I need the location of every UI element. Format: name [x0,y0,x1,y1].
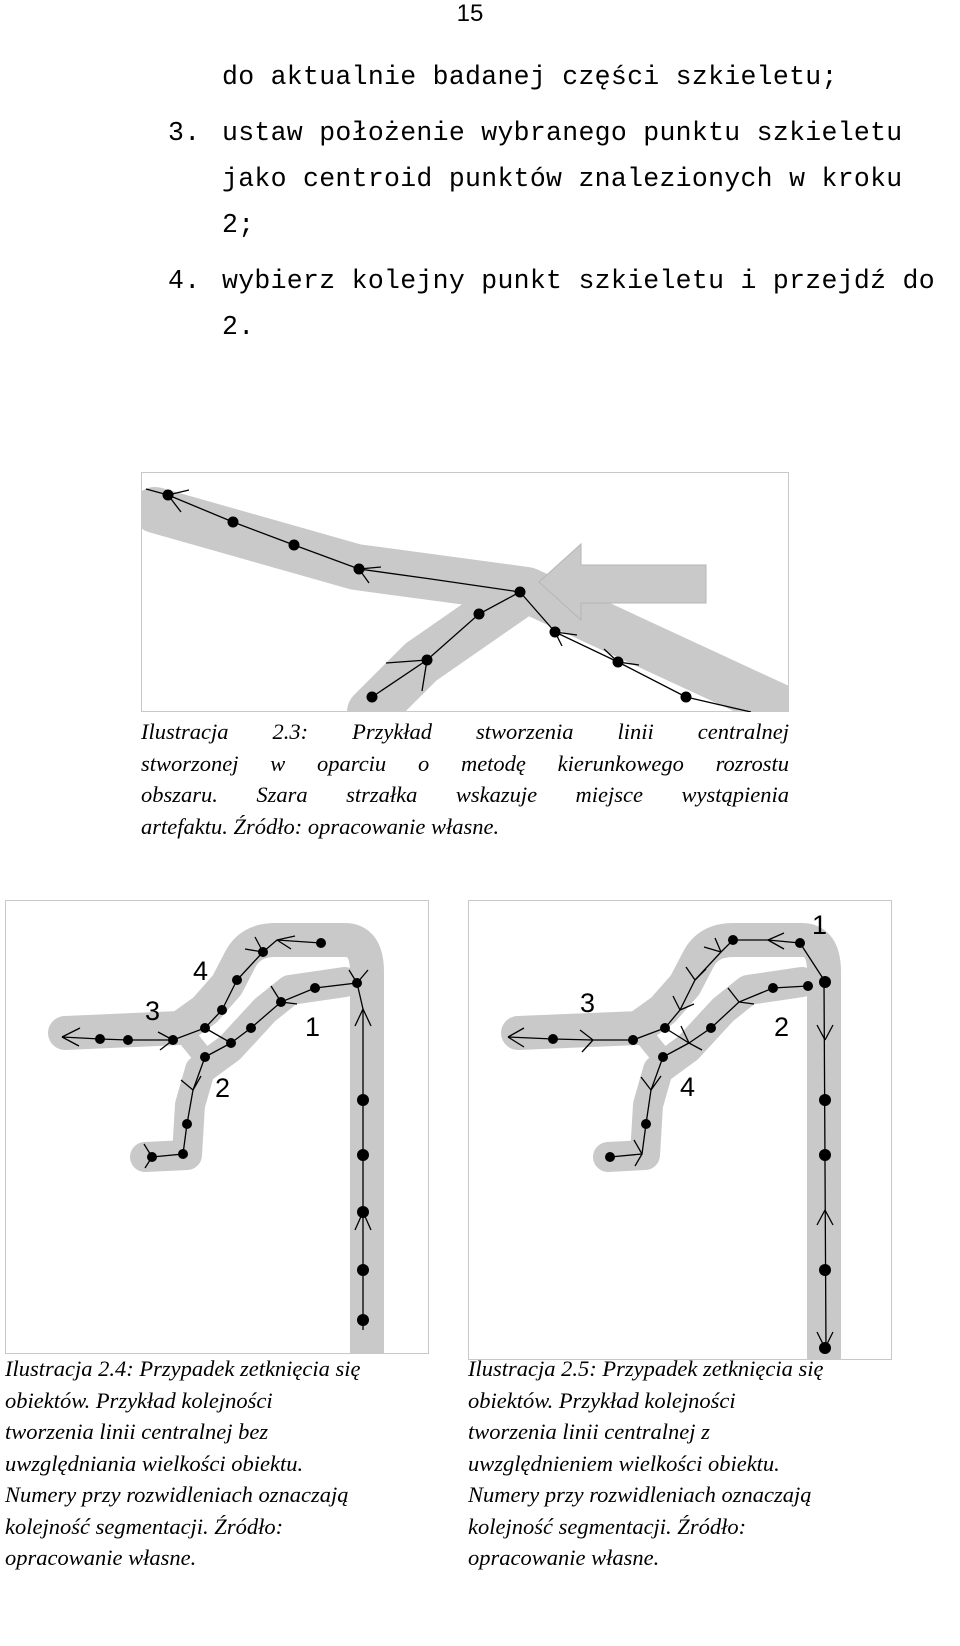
figure-2-5-label-3: 3 [580,988,596,1018]
step-3-text: ustaw położenie wybranego punktu szkieletu [222,118,903,148]
step-3-number: 3. [168,118,201,148]
figure-2-4-caption [5,1353,445,1574]
step-continuation-text: do aktualnie badanej części szkieletu; [222,62,838,92]
caption-line: Ilustracja 2.5: Przypadek zetknięcia się [468,1356,824,1381]
caption-line: uwzględniania wielkości obiektu. [5,1450,304,1476]
figure-2-4-label-4: 4 [193,956,209,986]
caption-line: opracowanie własne. [468,1545,660,1570]
figure-2-5-label-1: 1 [812,910,828,940]
caption-line: tworzenia linii centralnej z [468,1419,710,1444]
step-3-text-line-2: jako centroid punktów znalezionych w kroku [222,164,903,194]
caption-line: Numery przy rozwidleniach oznaczają [5,1482,349,1507]
figure-2-5-caption [468,1353,908,1574]
caption-line: artefaktu. Źródło: opracowanie własne. [141,813,500,839]
figure-2-5-label-2: 2 [774,1012,790,1042]
step-4-text: wybierz kolejny punkt szkieletu i przejdź do [222,266,935,296]
step-4-text-line-2: 2. [222,312,255,342]
figure-2-4-label-3: 3 [145,996,161,1026]
caption-line: Numery przy rozwidleniach oznaczają [468,1482,812,1507]
caption-line: kolejność segmentacji. Źródło: [5,1513,284,1539]
caption-line: kolejność segmentacji. Źródło: [468,1513,747,1539]
figure-2-5-label-4: 4 [680,1072,696,1102]
figure-2-4-label-1: 1 [305,1012,321,1042]
figure-2-4-image [5,900,429,1354]
caption-line: Ilustracja 2.4: Przypadek zetknięcia się [5,1356,361,1381]
caption-line: obszaru. Szara strzałka wskazuje miejsce wystąpienia [141,782,789,807]
caption-line: stworzonej w oparciu o metodę kierunkowego rozrostu [141,750,789,776]
figure-2-3-image [141,472,789,712]
figure-2-5-image [468,900,892,1360]
figure-2-3-caption [141,716,789,842]
page-number: 15 [456,0,484,27]
caption-line: opracowanie własne. [5,1545,197,1570]
caption-line: Ilustracja 2.3: Przykład stworzenia linii centralnej [141,719,789,744]
caption-line: tworzenia linii centralnej bez [5,1419,269,1444]
step-4-number: 4. [168,266,201,296]
caption-line: obiektów. Przykład kolejności [5,1387,273,1413]
figure-2-4-label-2: 2 [215,1073,231,1103]
caption-line: uwzględnieniem wielkości obiektu. [468,1450,780,1476]
step-3-text-line-3: 2; [222,210,255,240]
caption-line: obiektów. Przykład kolejności [468,1387,736,1413]
